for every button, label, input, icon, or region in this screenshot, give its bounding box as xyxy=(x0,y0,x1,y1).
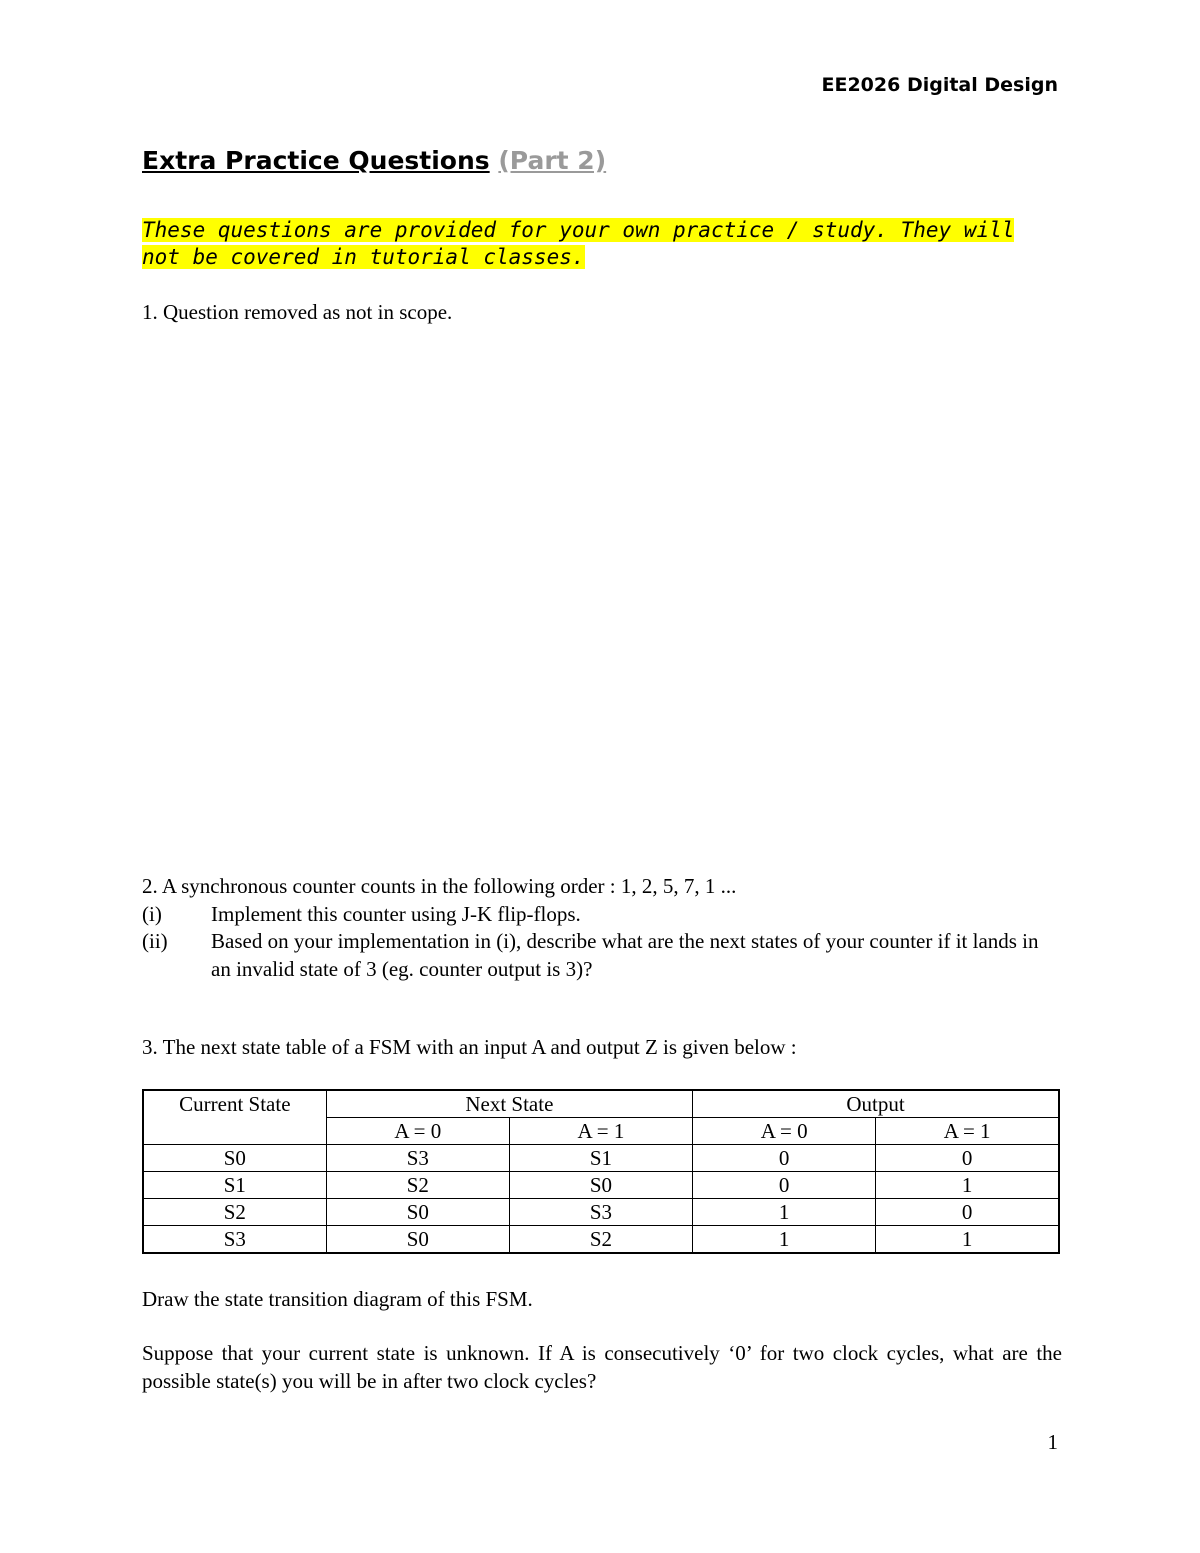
table-cell: S3 xyxy=(509,1199,692,1226)
question-2-stem: 2. A synchronous counter counts in the following order : 1, 2, 5, 7, 1 ... xyxy=(142,874,737,898)
title-main: Extra Practice Questions xyxy=(142,146,490,175)
draw-instruction: Draw the state transition diagram of this FSM. xyxy=(142,1287,533,1311)
practice-note-text: These questions are provided for your own practice / study. They will not be covered in tutorial classes. xyxy=(142,218,1015,269)
table-cell: S1 xyxy=(509,1145,692,1172)
subheader-cell: A = 0 xyxy=(693,1118,876,1145)
part-number: (ii) xyxy=(142,929,168,953)
course-header: EE2026 Digital Design xyxy=(821,74,1058,96)
table-cell: S1 xyxy=(143,1172,326,1199)
question-2-part xyxy=(142,901,1062,929)
table-cell: 1 xyxy=(876,1226,1059,1254)
page-number: 1 xyxy=(1047,1430,1058,1454)
header-output: Output xyxy=(693,1090,1059,1118)
table-header-row xyxy=(143,1090,1059,1118)
part-text: Based on your implementation in (i), describe what are the next states of your counter if it lands in an invalid state of 3 (eg. counter output is 3)? xyxy=(211,929,1039,981)
page-title xyxy=(142,146,606,175)
table-cell: 0 xyxy=(693,1145,876,1172)
table-cell: 1 xyxy=(693,1199,876,1226)
header-next-state: Next State xyxy=(326,1090,692,1118)
practice-note xyxy=(142,217,1062,271)
question-2 xyxy=(142,873,1062,983)
next-state-table xyxy=(142,1089,1060,1254)
question-3-stem: 3. The next state table of a FSM with an input A and output Z is given below : xyxy=(142,1035,797,1059)
table-cell: S0 xyxy=(509,1172,692,1199)
suppose-question: Suppose that your current state is unknown. If A is consecutively ‘0’ for two clock cycles, what are the possible state(s) you will be in after two clock cycles? xyxy=(142,1341,1062,1393)
part-text: Implement this counter using J-K flip-flops. xyxy=(211,901,581,926)
table-cell: 0 xyxy=(876,1199,1059,1226)
table-cell: 1 xyxy=(876,1172,1059,1199)
table-cell: 0 xyxy=(876,1145,1059,1172)
table-row xyxy=(143,1199,1059,1226)
table-row xyxy=(143,1145,1059,1172)
subheader-cell: A = 1 xyxy=(876,1118,1059,1145)
table-cell: 1 xyxy=(693,1226,876,1254)
table-cell: S3 xyxy=(143,1226,326,1254)
table-row xyxy=(143,1172,1059,1199)
table-cell: S0 xyxy=(143,1145,326,1172)
table-cell: S2 xyxy=(326,1172,509,1199)
question-1: 1. Question removed as not in scope. xyxy=(142,300,453,324)
subheader-cell: A = 0 xyxy=(326,1118,509,1145)
question-2-part xyxy=(142,928,1062,983)
table-row xyxy=(143,1226,1059,1254)
title-sub: (Part 2) xyxy=(498,146,607,175)
table-cell: S0 xyxy=(326,1226,509,1254)
subheader-cell: A = 1 xyxy=(509,1118,692,1145)
table-cell: S2 xyxy=(509,1226,692,1254)
table-cell: 0 xyxy=(693,1172,876,1199)
part-number: (i) xyxy=(142,901,162,926)
table-cell: S3 xyxy=(326,1145,509,1172)
table-cell: S2 xyxy=(143,1199,326,1226)
table-cell: S0 xyxy=(326,1199,509,1226)
header-current-state: Current State xyxy=(143,1090,326,1145)
